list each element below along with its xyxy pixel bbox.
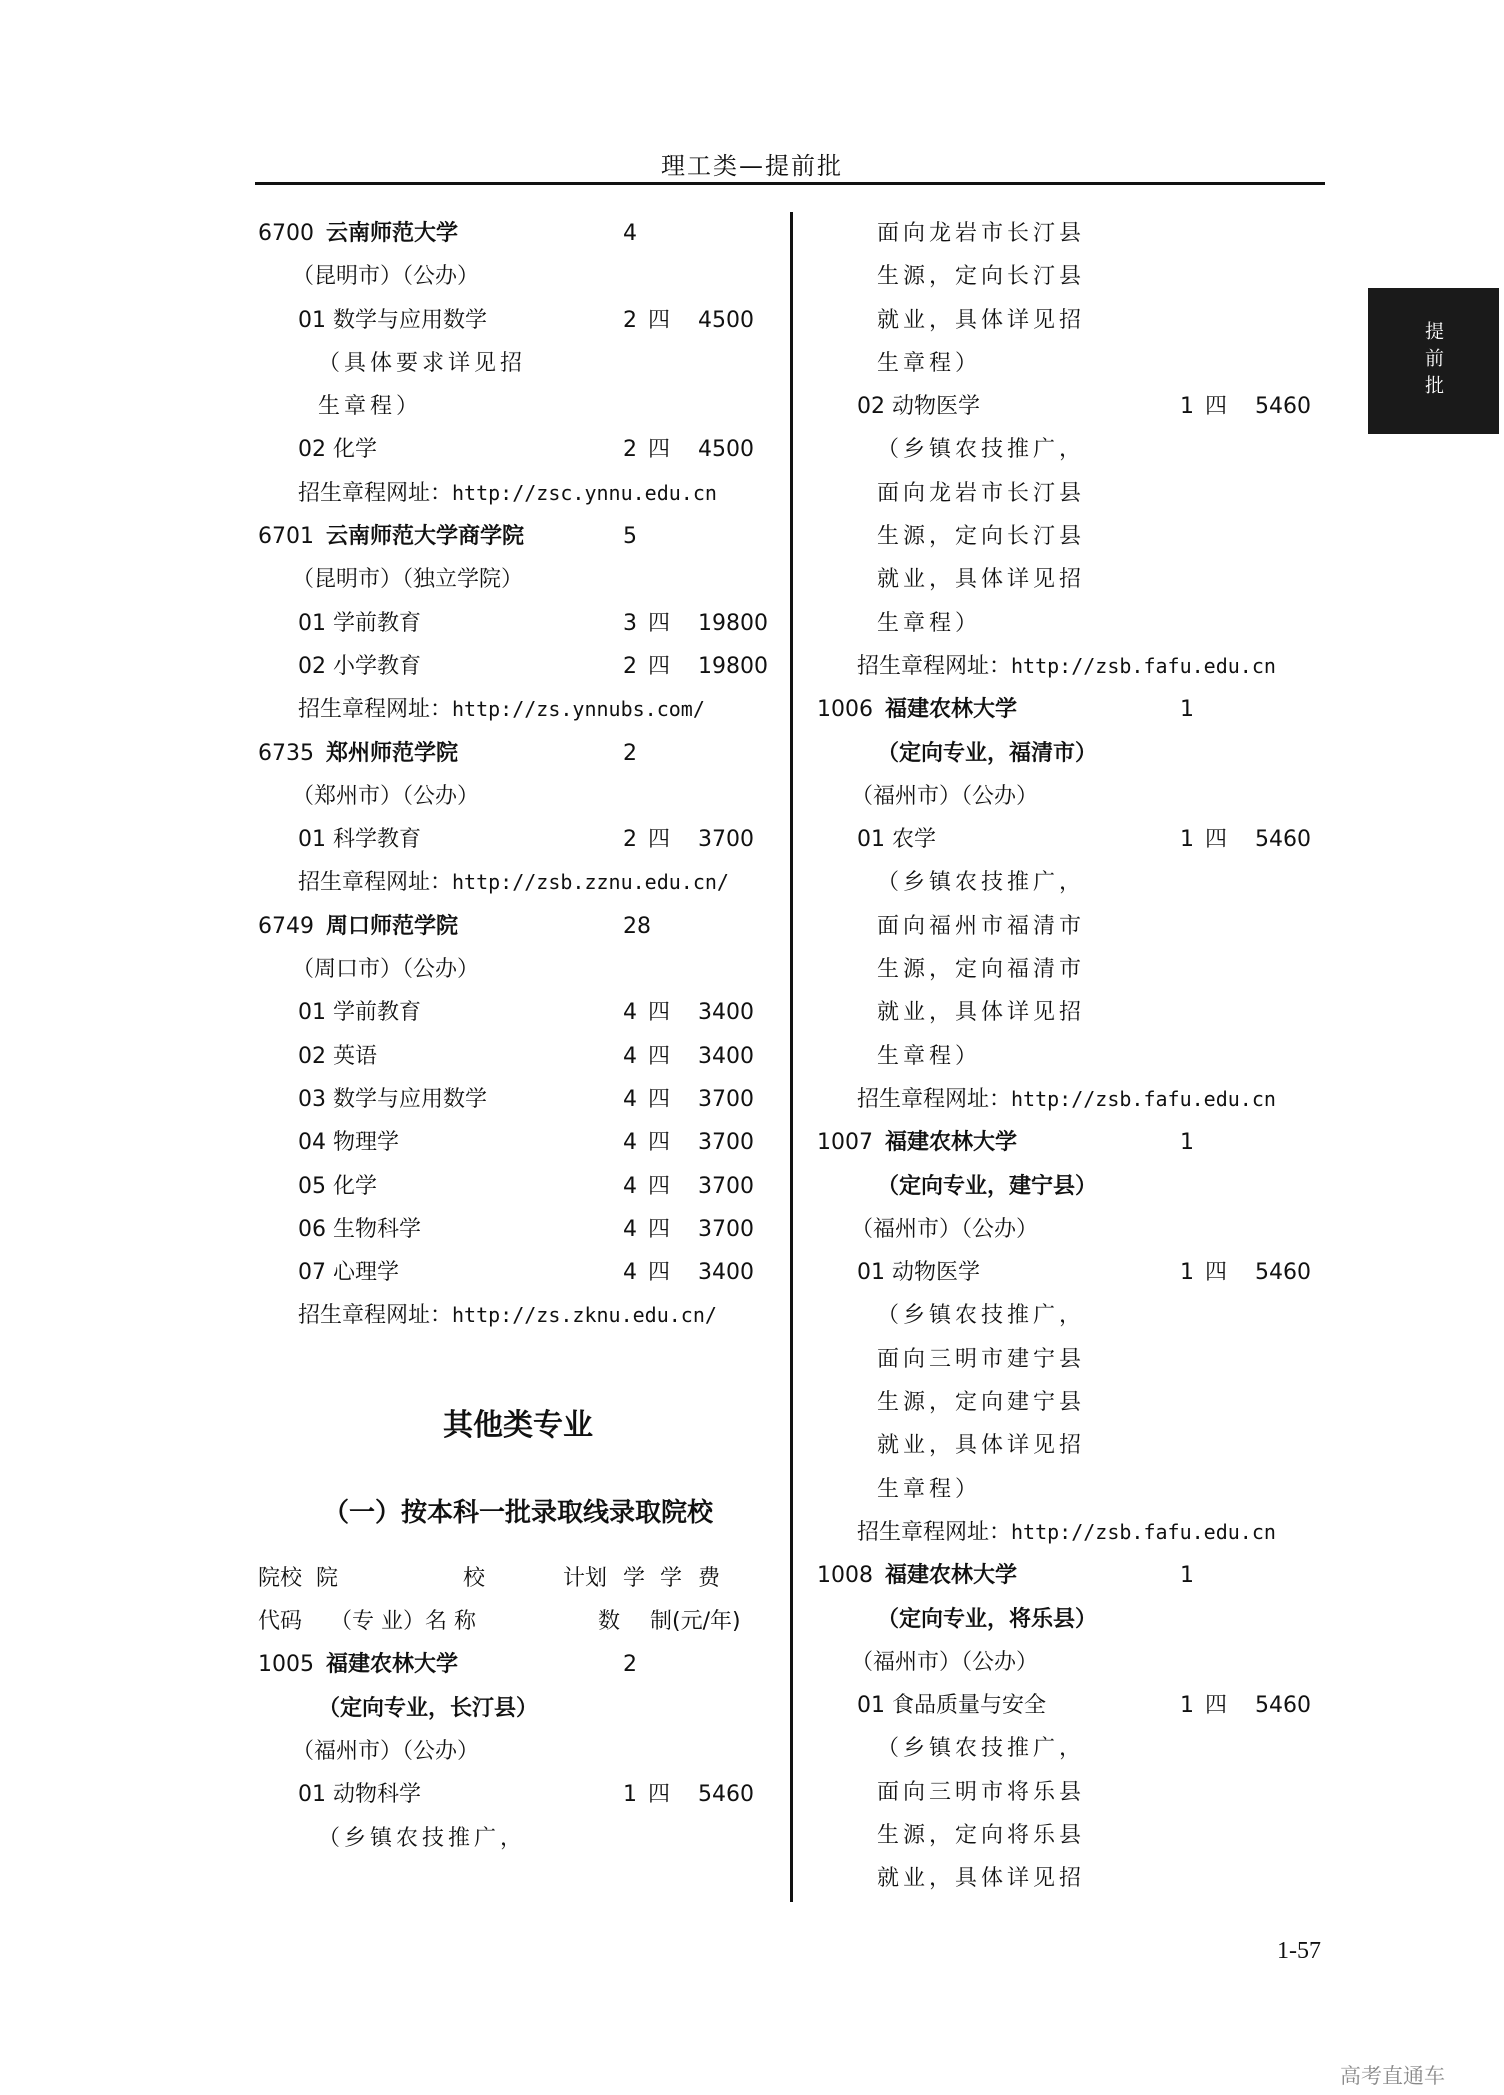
table-header-cell: 院 bbox=[316, 1565, 339, 1591]
entry-major-line bbox=[258, 818, 778, 861]
major-name: 01 数学与应用数学 bbox=[298, 307, 487, 333]
major-name: 01 动物科学 bbox=[298, 1782, 421, 1808]
college-heading bbox=[258, 1643, 458, 1686]
entry-major-line bbox=[258, 991, 778, 1034]
major-name: 06 生物科学 bbox=[298, 1216, 421, 1242]
entry-note-line bbox=[817, 428, 1332, 471]
table-header-cell: 费 bbox=[698, 1565, 721, 1591]
directed-major-note: （定向专业，建宁县） bbox=[877, 1173, 1098, 1199]
major-note: 生章程） bbox=[877, 1043, 982, 1069]
entry-note-line bbox=[817, 905, 1332, 948]
major-note: 面向龙岩市长汀县 bbox=[877, 480, 1086, 506]
major-note: 生章程） bbox=[877, 610, 982, 636]
table-header-cell: 代码 bbox=[258, 1609, 303, 1635]
plan-count: 4 bbox=[623, 1173, 637, 1199]
plan-count: 1 bbox=[1180, 1260, 1194, 1286]
table-header-cell: （专 业）名 称 bbox=[330, 1609, 476, 1635]
plan-count: 2 bbox=[623, 740, 637, 766]
major-name: 01 学前教育 bbox=[298, 610, 421, 636]
entry-note-line bbox=[817, 472, 1332, 515]
table-header-cell: 校 bbox=[463, 1565, 486, 1591]
study-years: 四 bbox=[648, 307, 671, 333]
tuition-fee: 3700 bbox=[698, 1216, 754, 1242]
plan-count: 2 bbox=[623, 827, 637, 853]
study-years: 四 bbox=[648, 610, 671, 636]
college-heading bbox=[817, 688, 1017, 731]
entry-note-line bbox=[817, 1424, 1332, 1467]
entry-url-line bbox=[258, 861, 778, 904]
major-name: 02 动物医学 bbox=[857, 394, 980, 420]
plan-count: 4 bbox=[623, 1216, 637, 1242]
tuition-fee: 5460 bbox=[1255, 1260, 1311, 1286]
entry-note-line bbox=[817, 1857, 1332, 1900]
table-header-row-1 bbox=[258, 1557, 778, 1600]
major-note: 生章程） bbox=[318, 394, 423, 420]
section-spacer bbox=[258, 1338, 778, 1382]
entry-dir-line bbox=[817, 1598, 1332, 1641]
major-name: 01 农学 bbox=[857, 827, 936, 853]
url-label: 招生章程网址： bbox=[298, 1303, 453, 1329]
entry-major-line bbox=[258, 299, 778, 342]
major-note: 就业，具体详见招 bbox=[877, 1000, 1086, 1026]
entry-note-line bbox=[817, 299, 1332, 342]
entry-note-line bbox=[817, 1727, 1332, 1770]
entry-loc-line bbox=[817, 1208, 1332, 1251]
college-code: 6735 bbox=[258, 740, 314, 766]
entry-major-line bbox=[258, 1251, 778, 1294]
entry-note-line bbox=[817, 1381, 1332, 1424]
college-code: 1007 bbox=[817, 1130, 873, 1156]
url-value: http://zsc.ynnu.edu.cn bbox=[452, 480, 717, 505]
entry-url-line bbox=[817, 1511, 1332, 1554]
entry-dir-line bbox=[817, 1165, 1332, 1208]
major-note: 生源，定向长汀县 bbox=[877, 264, 1086, 290]
entry-major-line bbox=[258, 602, 778, 645]
plan-count: 2 bbox=[623, 1652, 637, 1678]
major-note: 生章程） bbox=[877, 1476, 982, 1502]
study-years: 四 bbox=[648, 1043, 671, 1069]
college-heading bbox=[817, 1554, 1017, 1597]
entry-url-line bbox=[258, 1294, 778, 1337]
major-note: （乡镇农技推广， bbox=[877, 870, 1086, 896]
study-years: 四 bbox=[1205, 394, 1228, 420]
college-code: 6749 bbox=[258, 913, 314, 939]
plan-count: 1 bbox=[1180, 1130, 1194, 1156]
plan-count: 4 bbox=[623, 1000, 637, 1026]
tuition-fee: 4500 bbox=[698, 437, 754, 463]
left-column bbox=[258, 212, 778, 1860]
admission-url-line bbox=[298, 1294, 717, 1337]
major-name: 01 科学教育 bbox=[298, 827, 421, 853]
plan-count: 4 bbox=[623, 1086, 637, 1112]
entry-note-line bbox=[817, 861, 1332, 904]
entry-note-line bbox=[258, 385, 778, 428]
study-years: 四 bbox=[648, 1130, 671, 1156]
college-name: 福建农林大学 bbox=[885, 1130, 1018, 1156]
header-rule bbox=[255, 182, 1325, 185]
major-name: 02 小学教育 bbox=[298, 653, 421, 679]
page-number: 1-57 bbox=[1277, 1938, 1321, 1964]
side-tab-label: 提前批 bbox=[1422, 320, 1444, 402]
major-name: 02 化学 bbox=[298, 437, 377, 463]
tuition-fee: 19800 bbox=[698, 610, 768, 636]
major-note: 生源，定向福清市 bbox=[877, 957, 1086, 983]
tuition-fee: 19800 bbox=[698, 653, 768, 679]
major-name: 02 英语 bbox=[298, 1043, 377, 1069]
major-note: 面向福州市福清市 bbox=[877, 913, 1086, 939]
major-note: 面向龙岩市长汀县 bbox=[877, 221, 1086, 246]
url-value: http://zs.zknu.edu.cn/ bbox=[452, 1303, 717, 1328]
url-label: 招生章程网址： bbox=[857, 1519, 1012, 1545]
plan-count: 1 bbox=[1180, 394, 1194, 420]
plan-count: 5 bbox=[623, 524, 637, 550]
entry-loc-line bbox=[258, 1730, 778, 1773]
url-label: 招生章程网址： bbox=[298, 870, 453, 896]
plan-count: 1 bbox=[1180, 697, 1194, 723]
college-name: 云南师范大学商学院 bbox=[326, 524, 525, 550]
admission-url-line bbox=[298, 688, 705, 731]
college-name: 周口师范学院 bbox=[326, 913, 459, 939]
tuition-fee: 5460 bbox=[1255, 827, 1311, 853]
location-info: （郑州市）（公办） bbox=[292, 783, 480, 809]
plan-count: 2 bbox=[623, 653, 637, 679]
table-header-cell: 院校 bbox=[258, 1565, 303, 1591]
study-years: 四 bbox=[648, 1216, 671, 1242]
major-name: 01 食品质量与安全 bbox=[857, 1693, 1046, 1719]
entry-note-line bbox=[258, 342, 778, 385]
study-years: 四 bbox=[648, 1173, 671, 1199]
entry-code-line bbox=[258, 515, 778, 558]
left-column-entries bbox=[258, 212, 778, 1338]
plan-count: 2 bbox=[623, 307, 637, 333]
major-note: （乡镇农技推广， bbox=[877, 1303, 1086, 1329]
tuition-fee: 5460 bbox=[1255, 1693, 1311, 1719]
entry-major-line bbox=[258, 645, 778, 688]
entry-url-line bbox=[258, 472, 778, 515]
entry-url-line bbox=[817, 1078, 1332, 1121]
entry-loc-line bbox=[817, 1641, 1332, 1684]
location-info: （福州市）（公办） bbox=[292, 1738, 480, 1764]
entry-code-line bbox=[258, 905, 778, 948]
tuition-fee: 4500 bbox=[698, 307, 754, 333]
url-value: http://zsb.fafu.edu.cn bbox=[1011, 1519, 1276, 1544]
entry-note-line bbox=[817, 212, 1332, 255]
plan-count: 4 bbox=[623, 1043, 637, 1069]
location-info: （周口市）（公办） bbox=[292, 957, 480, 983]
table-header-cell: 数 bbox=[598, 1609, 621, 1635]
major-name: 05 化学 bbox=[298, 1173, 377, 1199]
location-info: （昆明市）（公办） bbox=[292, 264, 480, 290]
plan-count: 2 bbox=[623, 437, 637, 463]
entry-major-line bbox=[258, 1773, 778, 1816]
url-label: 招生章程网址： bbox=[857, 1086, 1012, 1112]
url-value: http://zsb.fafu.edu.cn bbox=[1011, 653, 1276, 678]
plan-count: 3 bbox=[623, 610, 637, 636]
admission-url-line bbox=[857, 1078, 1276, 1121]
entry-major-line bbox=[817, 1684, 1332, 1727]
entry-major-line bbox=[258, 1121, 778, 1164]
entry-note-line bbox=[817, 948, 1332, 991]
url-label: 招生章程网址： bbox=[857, 653, 1012, 679]
entry-major-line bbox=[258, 1078, 778, 1121]
study-years: 四 bbox=[648, 1000, 671, 1026]
section-title: 其他类专业 bbox=[443, 1407, 593, 1443]
study-years: 四 bbox=[1205, 1260, 1228, 1286]
entry-loc-line bbox=[258, 948, 778, 991]
study-years: 四 bbox=[648, 1782, 671, 1808]
major-note: （具体要求详见招 bbox=[318, 350, 527, 376]
entry-dir-line bbox=[817, 732, 1332, 775]
entry-code-line bbox=[258, 732, 778, 775]
left-column-entries-2 bbox=[258, 1643, 778, 1859]
entry-note-line bbox=[258, 1817, 778, 1860]
college-code: 1008 bbox=[817, 1563, 873, 1589]
right-column bbox=[817, 212, 1332, 1901]
plan-count: 4 bbox=[623, 1260, 637, 1286]
page-header-title: 理工类—提前批 bbox=[661, 152, 843, 180]
plan-count: 1 bbox=[1180, 1563, 1194, 1589]
tuition-fee: 3700 bbox=[698, 1173, 754, 1199]
major-note: （乡镇农技推广， bbox=[318, 1825, 527, 1851]
major-name: 01 动物医学 bbox=[857, 1260, 980, 1286]
entry-note-line bbox=[817, 602, 1332, 645]
tuition-fee: 5460 bbox=[1255, 394, 1311, 420]
url-label: 招生章程网址： bbox=[298, 480, 453, 506]
major-note: 生源，定向将乐县 bbox=[877, 1822, 1086, 1848]
entry-note-line bbox=[817, 255, 1332, 298]
plan-count: 1 bbox=[623, 1782, 637, 1808]
plan-count: 1 bbox=[1180, 827, 1194, 853]
college-code: 1005 bbox=[258, 1652, 314, 1678]
location-info: （福州市）（公办） bbox=[851, 1216, 1039, 1242]
college-name: 云南师范大学 bbox=[326, 221, 459, 246]
entry-loc-line bbox=[258, 558, 778, 601]
major-name: 07 心理学 bbox=[298, 1260, 399, 1286]
table-header-row-2 bbox=[258, 1600, 778, 1643]
major-note: 就业，具体详见招 bbox=[877, 1433, 1086, 1459]
entry-major-line bbox=[817, 1251, 1332, 1294]
study-years: 四 bbox=[648, 827, 671, 853]
study-years: 四 bbox=[648, 1086, 671, 1112]
directed-major-note: （定向专业，福清市） bbox=[877, 740, 1098, 766]
entry-note-line bbox=[817, 515, 1332, 558]
url-value: http://zs.ynnubs.com/ bbox=[452, 697, 705, 722]
tuition-fee: 5460 bbox=[698, 1782, 754, 1808]
college-heading bbox=[258, 212, 458, 255]
directed-major-note: （定向专业，长汀县） bbox=[318, 1695, 539, 1721]
directed-major-note: （定向专业，将乐县） bbox=[877, 1606, 1098, 1632]
college-code: 1006 bbox=[817, 697, 873, 723]
column-divider bbox=[790, 212, 793, 1902]
major-note: 面向三明市将乐县 bbox=[877, 1779, 1086, 1805]
url-value: http://zsb.zznu.edu.cn/ bbox=[452, 870, 729, 895]
admission-url-line bbox=[857, 1511, 1276, 1554]
plan-count: 28 bbox=[623, 913, 651, 939]
entry-code-line bbox=[817, 1121, 1332, 1164]
table-header-cell: 学 bbox=[623, 1565, 646, 1591]
entry-loc-line bbox=[258, 255, 778, 298]
entry-note-line bbox=[817, 1035, 1332, 1078]
admission-url-line bbox=[298, 472, 717, 515]
table-header-cell: 计划 bbox=[563, 1565, 608, 1591]
plan-count: 4 bbox=[623, 221, 637, 246]
admission-url-line bbox=[857, 645, 1276, 688]
study-years: 四 bbox=[1205, 827, 1228, 853]
watermark: 高考直通车 bbox=[1340, 2064, 1445, 2088]
location-info: （昆明市）（独立学院） bbox=[292, 567, 524, 593]
side-tab bbox=[1368, 288, 1499, 434]
entry-code-line bbox=[258, 1643, 778, 1686]
entry-major-line bbox=[258, 1165, 778, 1208]
major-note: 面向三明市建宁县 bbox=[877, 1346, 1086, 1372]
entry-note-line bbox=[817, 1338, 1332, 1381]
tuition-fee: 3400 bbox=[698, 1043, 754, 1069]
tuition-fee: 3700 bbox=[698, 827, 754, 853]
location-info: （福州市）（公办） bbox=[851, 783, 1039, 809]
url-value: http://zsb.fafu.edu.cn bbox=[1011, 1086, 1276, 1111]
entry-loc-line bbox=[817, 775, 1332, 818]
entry-major-line bbox=[817, 385, 1332, 428]
right-column-entries bbox=[817, 212, 1332, 1901]
entry-loc-line bbox=[258, 775, 778, 818]
college-name: 郑州师范学院 bbox=[326, 740, 459, 766]
college-heading bbox=[817, 1121, 1017, 1164]
admission-url-line bbox=[298, 861, 729, 904]
entry-major-line bbox=[817, 818, 1332, 861]
entry-note-line bbox=[817, 1771, 1332, 1814]
entry-note-line bbox=[817, 342, 1332, 385]
subsection-title: （一）按本科一批录取线录取院校 bbox=[322, 1497, 713, 1528]
table-header-cell: 学 bbox=[660, 1565, 683, 1591]
entry-code-line bbox=[817, 1554, 1332, 1597]
entry-major-line bbox=[258, 428, 778, 471]
plan-count: 1 bbox=[1180, 1693, 1194, 1719]
tuition-fee: 3700 bbox=[698, 1086, 754, 1112]
study-years: 四 bbox=[1205, 1693, 1228, 1719]
entry-major-line bbox=[258, 1035, 778, 1078]
tuition-fee: 3400 bbox=[698, 1260, 754, 1286]
major-note: 生源，定向建宁县 bbox=[877, 1390, 1086, 1416]
major-note: 就业，具体详见招 bbox=[877, 1866, 1086, 1892]
college-name: 福建农林大学 bbox=[326, 1652, 459, 1678]
college-code: 6700 bbox=[258, 221, 314, 246]
college-heading bbox=[258, 515, 524, 558]
entry-url-line bbox=[258, 688, 778, 731]
entry-note-line bbox=[817, 1294, 1332, 1337]
entry-note-line bbox=[817, 1468, 1332, 1511]
location-info: （福州市）（公办） bbox=[851, 1649, 1039, 1675]
major-note: 生源，定向长汀县 bbox=[877, 524, 1086, 550]
table-header-cell: 制(元/年) bbox=[650, 1609, 741, 1635]
college-code: 6701 bbox=[258, 524, 314, 550]
plan-count: 4 bbox=[623, 1130, 637, 1156]
study-years: 四 bbox=[648, 1260, 671, 1286]
entry-dir-line bbox=[258, 1687, 778, 1730]
major-note: 就业，具体详见招 bbox=[877, 567, 1086, 593]
entry-code-line bbox=[817, 688, 1332, 731]
major-name: 03 数学与应用数学 bbox=[298, 1086, 487, 1112]
entry-url-line bbox=[817, 645, 1332, 688]
college-heading bbox=[258, 905, 458, 948]
entry-note-line bbox=[817, 558, 1332, 601]
college-name: 福建农林大学 bbox=[885, 697, 1018, 723]
study-years: 四 bbox=[648, 653, 671, 679]
entry-note-line bbox=[817, 991, 1332, 1034]
entry-note-line bbox=[817, 1814, 1332, 1857]
major-name: 01 学前教育 bbox=[298, 1000, 421, 1026]
tuition-fee: 3700 bbox=[698, 1130, 754, 1156]
study-years: 四 bbox=[648, 437, 671, 463]
college-name: 福建农林大学 bbox=[885, 1563, 1018, 1589]
major-name: 04 物理学 bbox=[298, 1130, 399, 1156]
url-label: 招生章程网址： bbox=[298, 697, 453, 723]
major-note: （乡镇农技推广， bbox=[877, 1736, 1086, 1762]
entry-code-line bbox=[258, 212, 778, 255]
tuition-fee: 3400 bbox=[698, 1000, 754, 1026]
major-note: 就业，具体详见招 bbox=[877, 307, 1086, 333]
entry-major-line bbox=[258, 1208, 778, 1251]
major-note: 生章程） bbox=[877, 350, 982, 376]
college-heading bbox=[258, 732, 458, 775]
major-note: （乡镇农技推广， bbox=[877, 437, 1086, 463]
